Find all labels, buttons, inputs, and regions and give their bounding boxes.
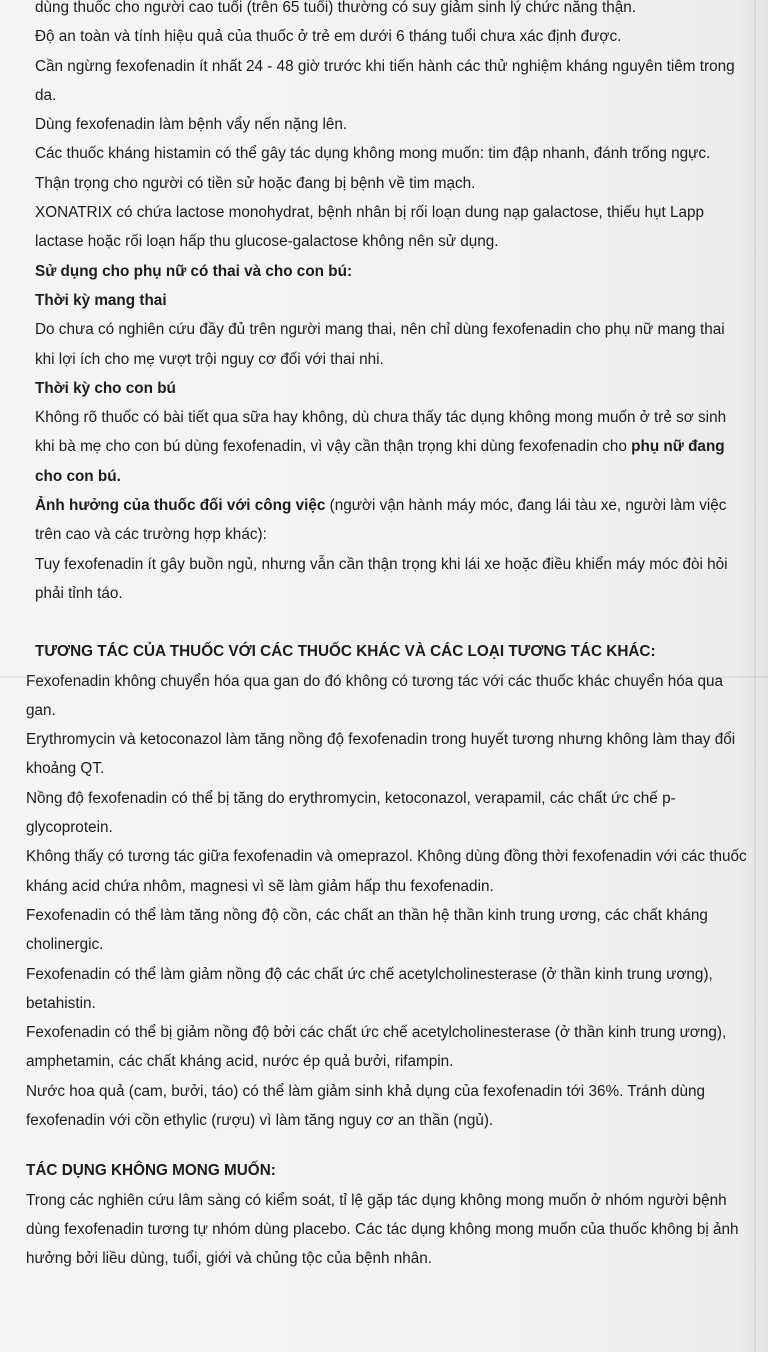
interaction-item: Fexofenadin có thể làm tăng nồng độ cồn, các chất an thần hệ thần kinh trung ương, các chất kháng cholinergic. [26, 906, 708, 954]
section-gap [35, 608, 747, 637]
section-gap [35, 1135, 747, 1156]
intro-paragraph: dùng thuốc cho người cao tuổi (trên 65 tuổi) thường có suy giảm sinh lý chức năng thận. [35, 0, 636, 16]
page-edge [754, 0, 756, 1352]
pregnancy-subheading: Thời kỳ mang thai [35, 291, 167, 309]
interaction-item: Fexofenadin có thể làm giảm nồng độ các chất ức chế acetylcholinesterase (ở thần kinh trung ương), betahistin. [26, 965, 713, 1012]
intro-paragraph: Cần ngừng fexofenadin ít nhất 24 - 48 giờ trước khi tiến hành các thử nghiệm kháng nguyên tiêm trong da. [35, 57, 735, 104]
intro-paragraph: Các thuốc kháng histamin có thể gây tác dụng không mong muốn: tim đập nhanh, đánh trống ngực. Thận trọng cho người có tiền sử hoặc đang bị bệnh về tim mạch. [35, 145, 711, 192]
intro-paragraph: Dùng fexofenadin làm bệnh vẩy nến nặng lên. [35, 116, 348, 134]
work-heading: Ảnh hưởng của thuốc đối với công việc [35, 497, 326, 515]
breastfeeding-text [35, 403, 747, 491]
adverse-section [26, 1156, 747, 1273]
interaction-item: Fexofenadin không chuyển hóa qua gan do đó không có tương tác với các thuốc khác chuyển hóa qua gan. [26, 672, 724, 719]
breastfeeding-text-body: Không rõ thuốc có bài tiết qua sữa hay không, dù chưa thấy tác dụng không mong muốn ở trẻ sơ sinh khi bà mẹ cho con bú dùng fexofenadin, vì vậy cần thận trọng khi dùng fexofenadin cho [35, 409, 727, 456]
interaction-item: Nước hoa quả (cam, bưởi, táo) có thể làm giảm sinh khả dụng của fexofenadin tới 36%. Tránh dùng fexofenadin với cồn ethylic (rượu) vì làm tăng nguy cơ an thần (ngủ). [26, 1082, 705, 1129]
interaction-item: Không thấy có tương tác giữa fexofenadin và omeprazol. Không dùng đồng thời fexofenadin với các thuốc kháng acid chứa nhôm, magnesi vì sẽ làm giảm hấp thu fexofenadin. [26, 848, 747, 895]
intro-paragraph: XONATRIX có chứa lactose monohydrat, bệnh nhân bị rối loạn dung nạp galactose, thiếu hụt Lapp lactase hoặc rối loạn hấp thu glucose-galactose không nên sử dụng. [35, 204, 704, 251]
pregnancy-text: Do chưa có nghiên cứu đầy đủ trên người mang thai, nên chỉ dùng fexofenadin cho phụ nữ mang thai khi lợi ích cho mẹ vượt trội nguy cơ đối với thai nhi. [35, 321, 725, 368]
work-text: Tuy fexofenadin ít gây buồn ngủ, nhưng vẫn cần thận trọng khi lái xe hoặc điều khiển máy móc đòi hỏi phải tỉnh táo. [35, 555, 728, 602]
interactions-list [26, 667, 747, 1136]
pregnancy-heading: Sử dụng cho phụ nữ có thai và cho con bú: [35, 262, 353, 280]
interaction-item: Fexofenadin có thể bị giảm nồng độ bởi các chất ức chế acetylcholinesterase (ở thần kinh trung ương), amphetamin, các chất kháng acid, nước ép quả bưởi, rifampin. [26, 1024, 727, 1071]
interaction-item: Nồng độ fexofenadin có thể bị tăng do erythromycin, ketoconazol, verapamil, các chất ức chế p-glycoprotein. [26, 789, 676, 837]
breastfeeding-text-bold: phụ nữ đang cho con bú. [35, 438, 725, 485]
interactions-heading: TƯƠNG TÁC CỦA THUỐC VỚI CÁC THUỐC KHÁC VÀ CÁC LOẠI TƯƠNG TÁC KHÁC: [35, 643, 656, 661]
work-paragraph [35, 491, 747, 550]
interaction-item: Erythromycin và ketoconazol làm tăng nồng độ fexofenadin trong huyết tương nhưng không làm thay đổi khoảng QT. [26, 731, 736, 778]
adverse-heading: TÁC DỤNG KHÔNG MONG MUỐN: [26, 1162, 276, 1180]
breastfeeding-subheading: Thời kỳ cho con bú [35, 379, 176, 397]
intro-paragraph: Độ an toàn và tính hiệu quả của thuốc ở trẻ em dưới 6 tháng tuổi chưa xác định được. [35, 28, 622, 46]
leaflet-content [26, 0, 747, 1273]
work-heading-rest: (người vận hành máy móc, đang lái tàu xe, người làm việc trên cao và các trường hợp khác): [35, 497, 727, 544]
adverse-text: Trong các nghiên cứu lâm sàng có kiểm soát, tỉ lệ gặp tác dụng không mong muốn ở nhóm người bệnh dùng fexofenadin tương tự nhóm dùng placebo. Các tác dụng không mong muốn của thuốc không bị ảnh hưởng bởi liều dùng, tuổi, giới và chủng tộc của bệnh nhân. [26, 1191, 739, 1268]
